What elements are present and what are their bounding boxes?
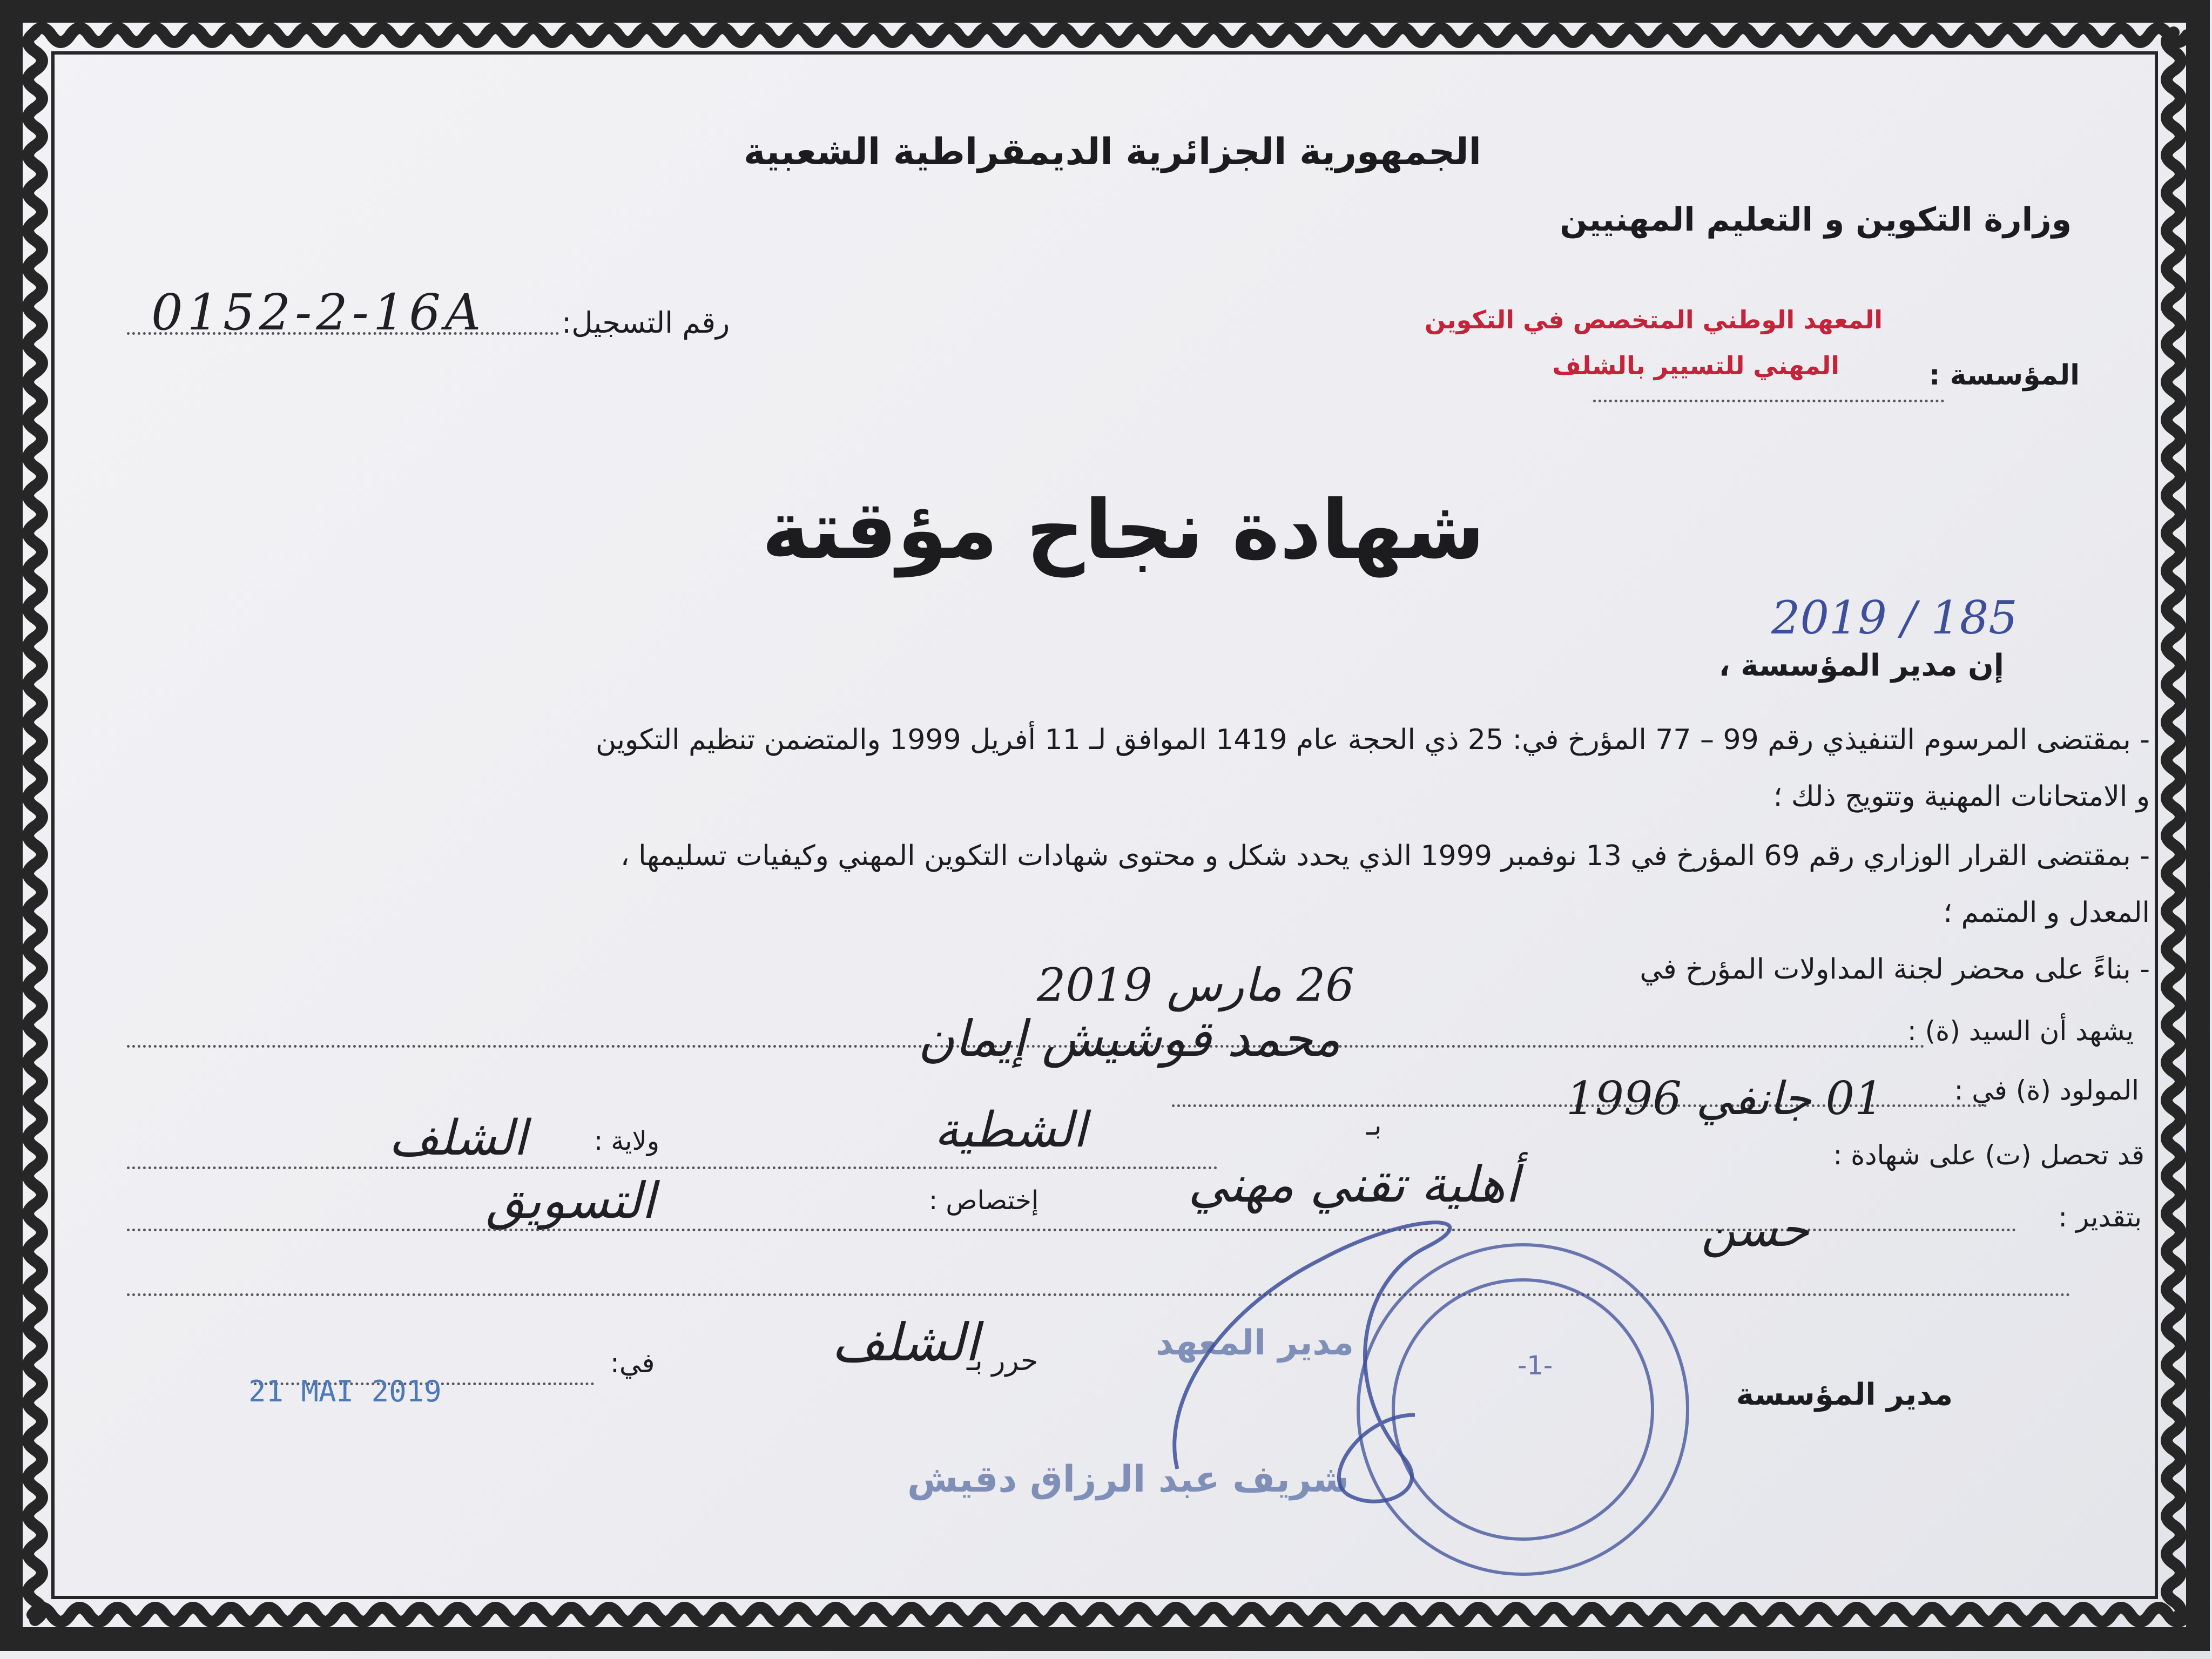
reference-number: 2019 / 185	[1771, 591, 2018, 644]
certifies-label: يشهد أن السيد (ة) :	[1907, 1015, 2134, 1047]
institution-dots	[1593, 400, 1944, 402]
birth-date: 01 جانفي 1996	[1566, 1072, 1884, 1125]
director-title: مدير المؤسسة	[1736, 1377, 1953, 1412]
specialty-value: التسويق	[486, 1172, 656, 1230]
registration-label: رقم التسجيل:	[562, 306, 730, 340]
grade-label: بتقدير :	[2058, 1202, 2142, 1233]
done-at-label: حرر بـ	[967, 1345, 1038, 1377]
done-at-value: الشلف	[832, 1312, 979, 1373]
director-stamp-title: مدير المعهد	[1156, 1323, 1354, 1363]
institution-stamp-line2: المهني للتسيير بالشلف	[1552, 351, 1839, 380]
republic-header: الجمهورية الجزائرية الديمقراطية الشعبية	[744, 131, 1481, 173]
paragraph-2-line-2: المعدل و المتمم ؛	[1943, 896, 2150, 929]
wilaya-label: ولاية :	[594, 1126, 660, 1156]
wilaya-value: الشلف	[389, 1110, 527, 1166]
holder-name: محمد قوشيش إيمان	[918, 1010, 1341, 1068]
born-label: المولود (ة) في :	[1954, 1075, 2139, 1106]
date-stamp: 21 MAI 2019	[248, 1374, 442, 1408]
birth-place: الشطية	[934, 1102, 1087, 1158]
on-label: في:	[610, 1347, 655, 1379]
ministry-header: وزارة التكوين و التعليم المهنيين	[1560, 201, 2072, 239]
institution-stamp-line1: المعهد الوطني المتخصص في التكوين	[1425, 305, 1883, 334]
obtained-label: قد تحصل (ت) على شهادة :	[1833, 1139, 2144, 1171]
birth-place-prefix: بـ	[1366, 1110, 1382, 1141]
paragraph-1-line-1: - بمقتضى المرسوم التنفيذي رقم 99 – 77 المؤرخ في: 25 ذي الحجة عام 1419 الموافق لـ 11 أفريل 1999 والمتضمن تنظيم التكوين	[596, 724, 2150, 756]
seal-mark: -1-	[1518, 1351, 1553, 1381]
institution-label: المؤسسة :	[1928, 359, 2080, 392]
paragraph-3-line-1: - بناءً على محضر لجنة المداولات المؤرخ في	[1640, 953, 2150, 986]
specialty-label: إختصاص :	[929, 1185, 1039, 1216]
grade-value: حسن	[1701, 1202, 1809, 1257]
registration-value: 0152-2-16A	[151, 284, 485, 341]
paragraph-2-line-1: - بمقتضى القرار الوزاري رقم 69 المؤرخ في 13 نوفمبر 1999 الذي يحدد شكل و محتوى شهادات التكوين المهني وكيفيات تسليمها ،	[620, 840, 2150, 872]
deliberation-date: 26 مارس 2019	[1037, 959, 1354, 1011]
director-intro: إن مدير المؤسسة ،	[1718, 648, 2004, 683]
document-title: شهادة نجاح مؤقتة	[761, 483, 1485, 577]
paragraph-1-line-2: و الامتحانات المهنية وتتويج ذلك ؛	[1773, 780, 2150, 813]
extra-dots	[127, 1293, 2071, 1296]
certificate-name: أهلية تقني مهني	[1188, 1156, 1519, 1213]
director-stamp-name: شريف عبد الرزاق دقيش	[907, 1458, 1349, 1501]
wilaya-dots	[127, 1166, 1218, 1169]
